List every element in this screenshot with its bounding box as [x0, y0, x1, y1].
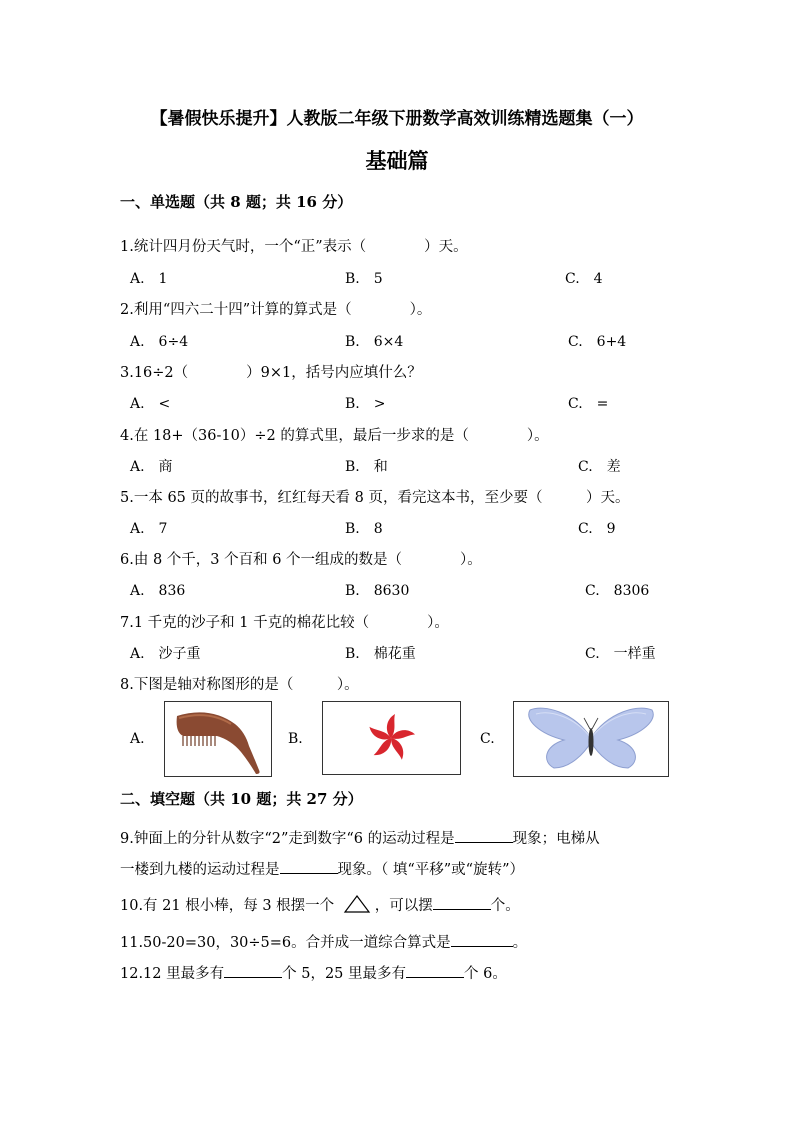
q10-text-b: ，可以摆: [374, 898, 433, 914]
q4-option-c: C. 差: [578, 459, 621, 475]
q2-option-c: C. 6+4: [568, 334, 627, 350]
q3-option-c: C. =: [568, 396, 609, 412]
q9-blank-2[interactable]: [280, 859, 338, 874]
q6-option-c: C. 8306: [585, 583, 650, 599]
question-1: 1.统计四月份天气时，一个“正”表示（ ）天。: [120, 239, 468, 255]
flag-image: [322, 701, 461, 775]
q6-option-a: A. 836: [130, 583, 186, 599]
q9-text-b: 现象；电梯从: [512, 831, 600, 847]
q8-option-c: C.: [480, 731, 495, 747]
q5-option-a: A. 7: [130, 521, 168, 537]
question-9-line-2: [120, 858, 524, 879]
question-2: 2.利用“四六二十四”计算的算式是（ ）。: [120, 302, 432, 318]
q12-blank-1[interactable]: [224, 963, 282, 978]
q11-blank[interactable]: [451, 932, 513, 947]
q11-text-a: 11.50-20=30，30÷5=6。合并成一道综合算式是: [120, 935, 451, 951]
q9-blank-1[interactable]: [455, 828, 513, 843]
q10-text-a: 10.有 21 根小棒，每 3 根摆一个: [120, 898, 335, 914]
question-8: 8.下图是轴对称图形的是（ ）。: [120, 677, 359, 693]
q4-option-b: B. 和: [345, 459, 388, 475]
butterfly-image: [513, 701, 669, 777]
question-5: 5.一本 65 页的故事书，红红每天看 8 页，看完这本书，至少要（ ）天。: [120, 490, 630, 506]
q3-option-b: B. >: [345, 396, 386, 412]
q7-option-b: B. 棉花重: [345, 646, 416, 662]
section-heading-single-choice: 一、单选题（共 8 题；共 16 分）: [120, 193, 353, 211]
question-9-line-1: [120, 827, 600, 848]
document-subtitle: 基础篇: [365, 148, 429, 173]
q11-text-b: 。: [512, 935, 528, 951]
question-4: 4.在 18+（36-10）÷2 的算式里，最后一步求的是（ ）。: [120, 428, 549, 444]
question-11: [120, 931, 527, 952]
q10-text-c: 个。: [490, 898, 520, 914]
q2-option-a: A. 6÷4: [130, 334, 189, 350]
comb-image: [164, 701, 272, 777]
q1-option-a: A. 1: [130, 271, 168, 287]
q9-text-a: 9.钟面上的分针从数字“2”走到数字“6 的运动过程是: [120, 831, 455, 847]
triangle-icon: [343, 894, 371, 914]
q6-option-b: B. 8630: [345, 583, 410, 599]
q4-option-a: A. 商: [130, 459, 173, 475]
q1-option-c: C. 4: [565, 271, 603, 287]
q8-option-a: A.: [130, 731, 145, 747]
question-6: 6.由 8 个千，3 个百和 6 个一组成的数是（ ）。: [120, 552, 482, 568]
q9-text-d: 现象。（ 填“平移”或“旋转”）: [337, 862, 525, 878]
q7-option-a: A. 沙子重: [130, 646, 201, 662]
q9-text-c: 一楼到九楼的运动过程是: [120, 862, 280, 878]
document-title: 【暑假快乐提升】人教版二年级下册数学高效训练精选题集（一）: [150, 109, 644, 129]
q1-option-b: B. 5: [345, 271, 383, 287]
q10-blank[interactable]: [433, 895, 491, 910]
q5-option-c: C. 9: [578, 521, 616, 537]
q3-option-a: A. <: [130, 396, 171, 412]
q12-text-a: 12.12 里最多有: [120, 966, 225, 982]
question-3: 3.16÷2（ ）9×1，括号内应填什么？: [120, 365, 422, 381]
question-7: 7.1 千克的沙子和 1 千克的棉花比较（ ）。: [120, 615, 449, 631]
q7-option-c: C. 一样重: [585, 646, 656, 662]
q12-blank-2[interactable]: [406, 963, 464, 978]
q12-text-b: 个 5，25 里最多有: [282, 966, 407, 982]
q2-option-b: B. 6×4: [345, 334, 404, 350]
question-12: [120, 962, 507, 983]
section-heading-fill-blank: 二、填空题（共 10 题；共 27 分）: [120, 790, 363, 808]
q8-option-b: B.: [288, 731, 303, 747]
q12-text-c: 个 6。: [464, 966, 507, 982]
q5-option-b: B. 8: [345, 521, 383, 537]
question-10: [120, 894, 520, 915]
